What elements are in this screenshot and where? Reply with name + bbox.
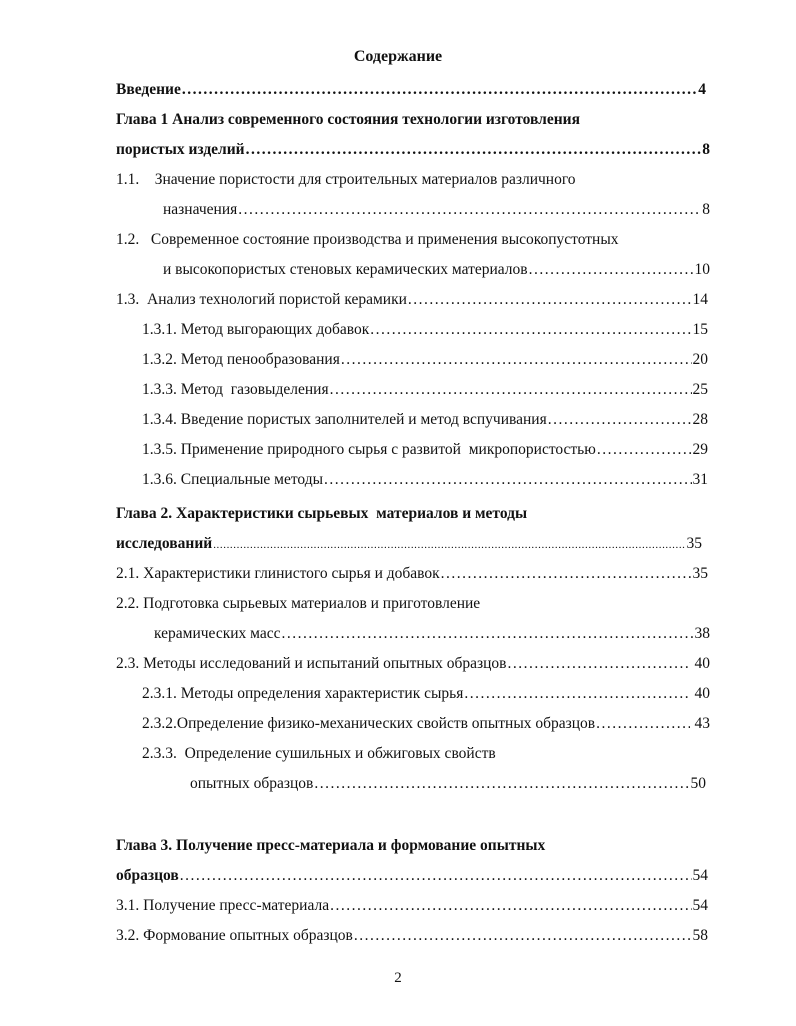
toc-entry-page: 43 [690, 715, 710, 732]
toc-entry [116, 170, 706, 190]
toc-leader [180, 866, 692, 886]
toc-leader [213, 535, 685, 555]
toc-leader [548, 410, 692, 430]
toc-entry [142, 714, 710, 734]
toc-leader [464, 684, 689, 704]
toc-entry-page: 54 [692, 897, 708, 914]
toc-entry-page: 50 [690, 775, 706, 792]
toc-leader [596, 714, 690, 734]
toc-entry-text: 1.3.4. Введение пористых заполнителей и метод вспучивания [142, 411, 547, 428]
toc-entry-text: 1.3.3. Метод газовыделения [142, 381, 329, 398]
toc-entry [116, 230, 710, 250]
toc-leader [408, 290, 692, 310]
toc-entry-text: 2.3.3. Определение сушильных и обжиговых свойств [142, 745, 496, 762]
toc-entry-page: 40 [690, 685, 710, 702]
toc-entry-text: 1.3.6. Специальные методы [142, 471, 323, 488]
toc-leader [238, 200, 701, 220]
toc-leader [330, 896, 691, 916]
toc-entry [142, 744, 710, 764]
toc-entry [116, 896, 708, 916]
toc-leader [341, 350, 692, 370]
toc-entry-page: 8 [702, 201, 710, 218]
toc-entry [116, 836, 706, 856]
toc-entry [116, 290, 708, 310]
toc-entry-text: 1.3.2. Метод пенообразования [142, 351, 340, 368]
toc-entry-text: 1.3.5. Применение природного сырья с развитой микропористостью [142, 441, 596, 458]
toc-entry-text: Глава 3. Получение пресс-материала и формование опытных [116, 837, 546, 854]
toc-entry [142, 684, 710, 704]
toc-entry-page: 31 [692, 471, 708, 488]
toc-entry [116, 140, 710, 160]
toc-leader [507, 654, 689, 674]
toc-entry [142, 350, 708, 370]
toc-entry [163, 260, 710, 280]
toc-entry-text: 2.3.1. Методы определения характеристик сырья [142, 685, 464, 702]
toc-entry [190, 774, 706, 794]
toc-entry-page: 15 [692, 321, 708, 338]
toc-entry [142, 470, 708, 490]
toc-entry-text: и высокопористых стеновых керамических материалов [163, 261, 528, 278]
toc-entry [163, 200, 710, 220]
toc-entry [116, 80, 706, 100]
toc-entry [116, 866, 708, 886]
toc-entry-page: 35 [692, 565, 708, 582]
toc-entry-page: 20 [692, 351, 708, 368]
toc-entry-text: керамических масс [154, 625, 281, 642]
toc-entry-page: 28 [692, 411, 708, 428]
toc-leader [314, 774, 689, 794]
toc-entry [116, 534, 702, 555]
toc-entry-text: 1.3.1. Метод выгорающих добавок [142, 321, 370, 338]
toc-entry-text: образцов [116, 867, 179, 884]
toc-entry-text: 1.2. Современное состояние производства и применения высокопустотных [116, 231, 619, 248]
toc-entry-page: 54 [692, 867, 708, 884]
toc-leader [370, 320, 691, 340]
toc-entry-page: 38 [694, 625, 710, 642]
page-number: 2 [394, 970, 402, 986]
toc-entry-text: 2.2. Подготовка сырьевых материалов и приготовление [116, 595, 481, 612]
toc-leader [246, 140, 702, 160]
toc-leader [330, 380, 692, 400]
toc-entry-text: опытных образцов [190, 775, 314, 792]
toc-leader [354, 926, 692, 946]
toc-entry [142, 440, 708, 460]
toc-entry-page: 40 [690, 655, 710, 672]
toc-entry [116, 564, 708, 584]
toc-entry [142, 380, 708, 400]
toc-leader [529, 260, 694, 280]
toc-entry [116, 110, 706, 130]
toc-entry-text: 3.2. Формование опытных образцов [116, 927, 353, 944]
toc-entry [116, 654, 710, 674]
toc-entry-page: 14 [692, 291, 708, 308]
toc-entry-text: 1.3. Анализ технологий пористой керамики [116, 291, 407, 308]
toc-entry [116, 594, 708, 614]
toc-entry-page: 10 [694, 261, 710, 278]
toc-entry-text: исследований [116, 535, 213, 552]
toc-entry-text: Глава 2. Характеристики сырьевых материалов и методы [116, 505, 528, 522]
toc-entry-page: 25 [692, 381, 708, 398]
toc-entry [142, 320, 708, 340]
toc-entry-page: 29 [692, 441, 708, 458]
toc-entry-text: Глава 1 Анализ современного состояния технологии изготовления [116, 111, 580, 128]
toc-entry-page: 58 [692, 927, 708, 944]
toc-entry-text: 1.1. Значение пористости для строительных материалов различного [116, 171, 576, 188]
toc-entry-page: 8 [702, 141, 710, 158]
toc-entry-page: 35 [686, 535, 702, 552]
toc-leader [324, 470, 692, 490]
toc-entry [142, 410, 708, 430]
toc-entry [116, 504, 706, 524]
page-title: Содержание [353, 48, 443, 65]
toc-entry-text: 3.1. Получение пресс-материала [116, 897, 330, 914]
toc-entry-text: 2.3.2.Определение физико-механических свойств опытных образцов [142, 715, 596, 732]
toc-leader [441, 564, 692, 584]
toc-entry-text: пористых изделий [116, 141, 245, 158]
toc-entry-text: Введение [116, 81, 181, 98]
toc-entry-text: назначения [163, 201, 238, 218]
toc-leader [597, 440, 692, 460]
toc-leader [282, 624, 694, 644]
toc-leader [182, 80, 697, 100]
toc-entry [154, 624, 710, 644]
toc-entry-page: 4 [698, 81, 706, 98]
toc-entry-text: 2.3. Методы исследований и испытаний опытных образцов [116, 655, 507, 672]
toc-entry [116, 926, 708, 946]
toc-entry-text: 2.1. Характеристики глинистого сырья и добавок [116, 565, 440, 582]
